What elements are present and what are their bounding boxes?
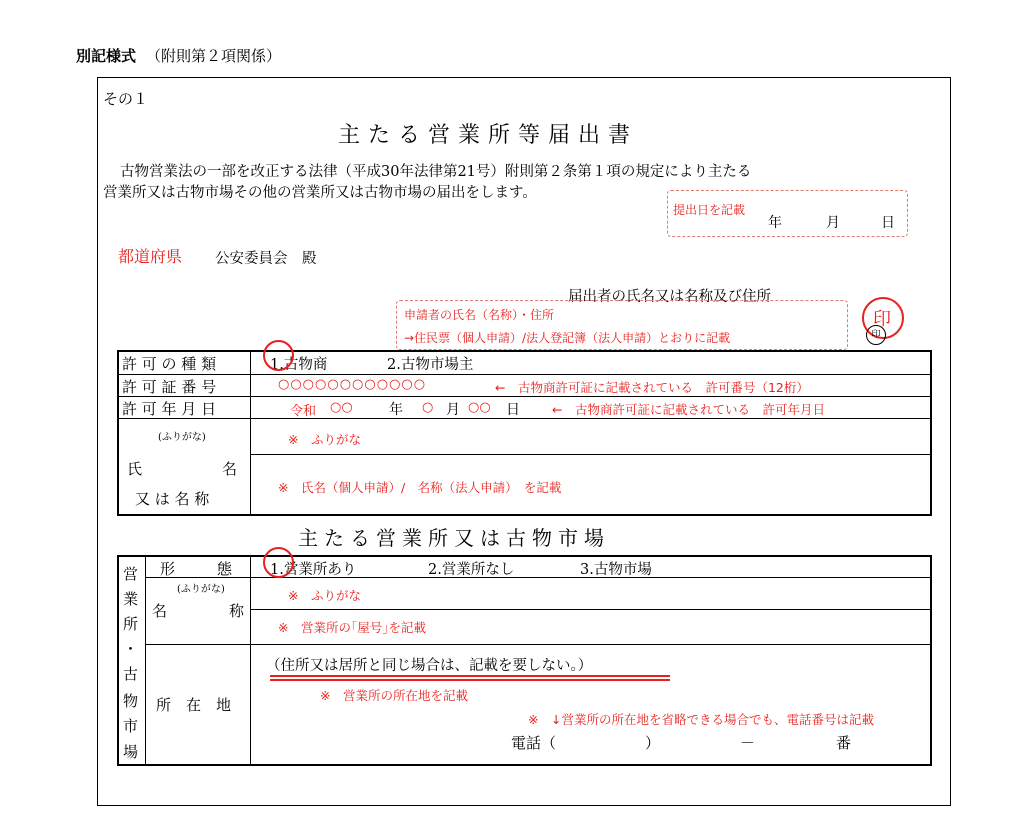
section-2-title: 主たる営業所又は古物市場 — [298, 526, 610, 550]
office-side-char-2: 業 — [123, 590, 139, 608]
name-label-char-2: 名 — [222, 460, 238, 478]
name-note: ※ 氏名（個人申請）/ 名称（法人申請） を記載 — [278, 480, 562, 495]
license-date-era: 令和 — [290, 404, 317, 419]
name-furigana-label: (ふりがな) — [158, 432, 206, 443]
license-type-option-2: 2.古物市場主 — [387, 357, 474, 373]
seal-small-icon: 印 — [866, 325, 886, 345]
name-furigana-note: ※ ふりがな — [288, 432, 361, 447]
office-side-char-3: 所 — [123, 615, 139, 633]
office-name-note: ※ 営業所の｢屋号｣を記載 — [278, 620, 426, 635]
license-date-gatsu: 月 — [446, 402, 460, 418]
office-phone-note: ※ ↓営業所の所在地を省略できる場合でも、電話番号は記載 — [528, 712, 874, 727]
license-date-nichi: 日 — [506, 402, 520, 418]
license-date-nen: 年 — [389, 402, 403, 418]
office-name-label-1: 名 — [152, 602, 168, 620]
office-address-underline-2 — [270, 679, 670, 681]
office-address-underline-1 — [270, 675, 670, 677]
office-form-option-3: 3.古物市場 — [580, 562, 652, 578]
office-form-option-2: 2.営業所なし — [428, 562, 515, 578]
license-date-day: ○○ — [468, 400, 491, 415]
office-side-char-1: 営 — [123, 565, 139, 583]
applicant-note-1: 申請者の氏名（名称）・住所 — [404, 308, 555, 322]
date-note: 提出日を記載 — [673, 203, 746, 217]
office-form-option-1: 1.営業所あり — [270, 562, 357, 578]
office-side-char-6: 物 — [123, 692, 139, 710]
office-form-label-1: 形 — [160, 560, 176, 578]
license-type-label: 許 可 の 種 類 — [122, 355, 217, 373]
office-furigana-label: (ふりがな) — [177, 584, 225, 595]
commission: 公安委員会 殿 — [215, 251, 317, 267]
license-number-note: ← 古物商許可証に記載されている 許可番号（12桁） — [495, 380, 809, 395]
date-day: 日 — [881, 215, 895, 231]
date-month: 月 — [826, 215, 840, 231]
date-year: 年 — [768, 215, 782, 231]
license-number-label: 許 可 証 番 号 — [122, 378, 217, 396]
applicant-label: 届出者の氏名又は名称及び住所 — [568, 289, 771, 305]
office-address-paren: （住所又は居所と同じ場合は、記載を要しない。） — [266, 658, 593, 674]
office-side-char-8: 場 — [123, 743, 139, 761]
office-side-char-4: ・ — [123, 640, 139, 658]
part-label: その１ — [103, 90, 149, 108]
name-label-alt: 又 は 名 称 — [135, 490, 210, 508]
license-date-note: ← 古物商許可証に記載されている 許可年月日 — [552, 402, 825, 417]
license-table-divider — [250, 351, 251, 515]
name-label-char-1: 氏 — [127, 460, 143, 478]
body-line-2: 営業所又は古物市場その他の営業所又は古物市場の届出をします。 — [103, 185, 537, 201]
license-type-selected-circle — [263, 340, 294, 371]
license-type-option-1: 1.古物商 — [270, 357, 328, 373]
body-line-1: 古物営業法の一部を改正する法律（平成30年法律第21号）附則第２条第１項の規定により主たる — [120, 164, 752, 180]
office-address-label: 所 在 地 — [156, 696, 232, 714]
form-label: 別記様式 — [76, 47, 137, 65]
license-date-label: 許 可 年 月 日 — [122, 400, 217, 418]
office-phone-ban: 番 — [836, 734, 852, 752]
office-furigana-note: ※ ふりがな — [288, 588, 361, 603]
office-side-char-7: 市 — [123, 717, 139, 735]
seal-icon: 印 — [873, 309, 891, 330]
office-phone-dash: － — [740, 734, 756, 752]
office-side-char-5: 古 — [123, 665, 139, 683]
office-phone-close: ） — [645, 734, 661, 752]
office-form-label-2: 態 — [217, 560, 233, 578]
applicant-note-2: →住民票（個人申請）/法人登記簿（法人申請）とおりに記載 — [404, 331, 731, 345]
license-date-year: ○○ — [330, 400, 353, 415]
page-title: 主たる営業所等届出書 — [338, 123, 639, 148]
prefecture: 都道府県 — [118, 247, 183, 266]
office-name-label-2: 称 — [229, 602, 245, 620]
office-address-note: ※ 営業所の所在地を記載 — [320, 688, 468, 703]
office-form-selected-circle — [263, 547, 294, 578]
license-date-month: ○ — [422, 400, 434, 415]
form-relation: （附則第２項関係） — [146, 47, 282, 65]
license-number-value: ○○○○○○○○○○○○ — [278, 377, 427, 392]
office-phone-label: 電話（ — [511, 734, 557, 752]
